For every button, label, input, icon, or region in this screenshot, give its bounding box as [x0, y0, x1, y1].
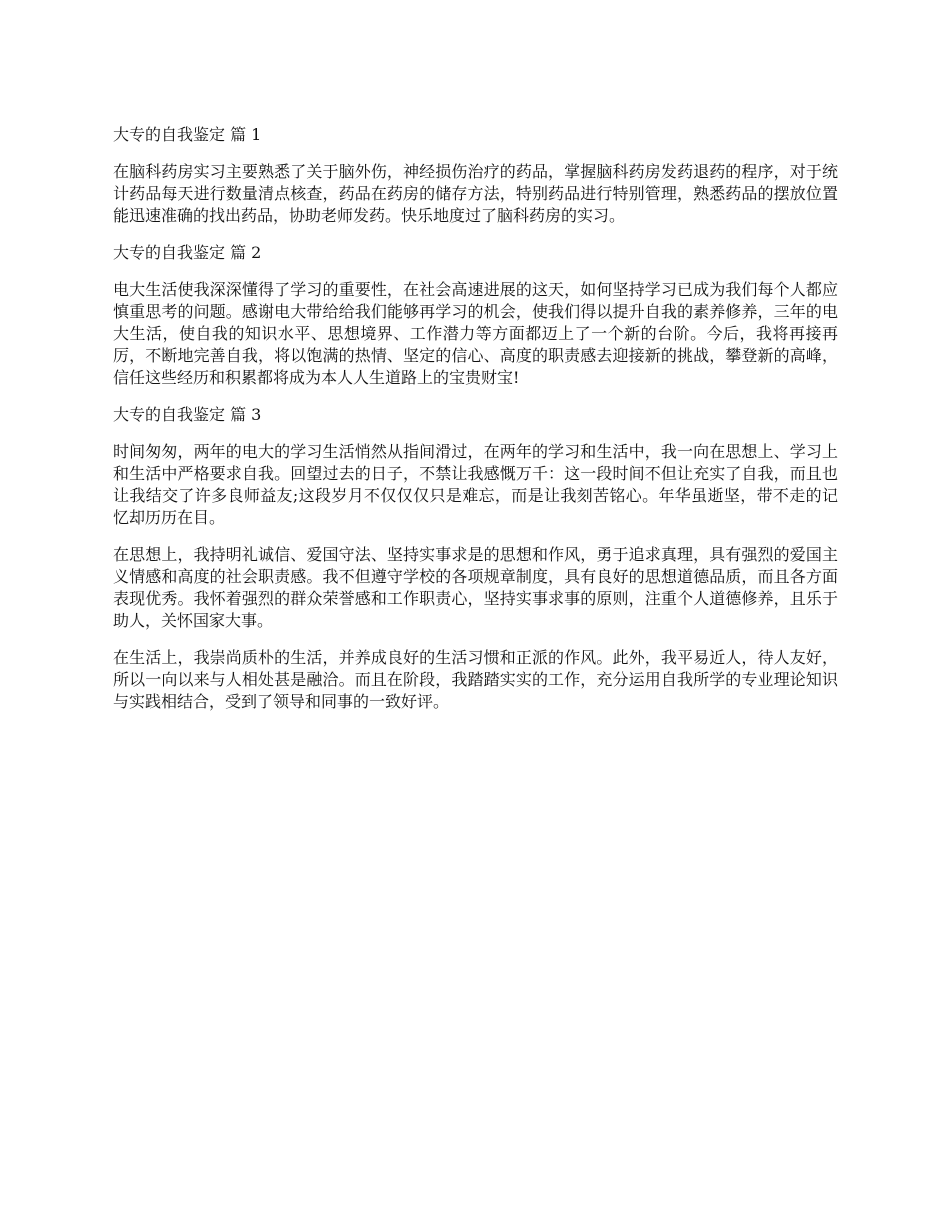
section-heading: 大专的自我鉴定 篇 1 [113, 125, 262, 144]
section-heading: 大专的自我鉴定 篇 2 [113, 243, 262, 262]
paragraph: 电大生活使我深深懂得了学习的重要性，在社会高速进展的这天，如何坚持学习已成为我们每个人都应慎重思考的问题。感谢电大带给给我们能够再学习的机会，使我们得以提升自我的素养修养，三年的电大生活，使自我的知识水平、思想境界、工作潜力等方面都迈上了一个新的台阶。今后，我将再接再厉，不断地完善自我，将以饱满的热情、坚定的信心、高度的职责感去迎接新的挑战，攀登新的高峰，信任这些经历和积累都将成为本人人生道路上的宝贵财宝! [113, 280, 838, 387]
paragraph: 在思想上，我持明礼诚信、爱国守法、坚持实事求是的思想和作风，勇于追求真理，具有强烈的爱国主义情感和高度的社会职责感。我不但遵守学校的各项规章制度，具有良好的思想道德品质，而且各方面表现优秀。我怀着强烈的群众荣誉感和工作职责心，坚持实事求事的原则，注重个人道德修养，且乐于助人，关怀国家大事。 [113, 545, 838, 630]
section-heading: 大专的自我鉴定 篇 3 [113, 405, 262, 424]
section-2 [113, 242, 838, 389]
section-3 [113, 404, 838, 713]
paragraph: 在生活上，我崇尚质朴的生活，并养成良好的生活习惯和正派的作风。此外，我平易近人，待人友好，所以一向以来与人相处甚是融洽。而且在阶段，我踏踏实实的工作，充分运用自我所学的专业理论知识与实践相结合，受到了领导和同事的一致好评。 [113, 648, 838, 711]
section-1 [113, 124, 838, 227]
paragraph: 时间匆匆，两年的电大的学习生活悄然从指间滑过，在两年的学习和生活中，我一向在思想上、学习上和生活中严格要求自我。回望过去的日子，不禁让我感慨万千：这一段时间不但让充实了自我，而且也让我结交了许多良师益友;这段岁月不仅仅仅只是难忘，而是让我刻苦铭心。年华虽逝坚，带不走的记忆却历历在目。 [113, 442, 838, 527]
paragraph: 在脑科药房实习主要熟悉了关于脑外伤，神经损伤治疗的药品，掌握脑科药房发药退药的程序，对于统计药品每天进行数量清点核查，药品在药房的储存方法，特别药品进行特别管理，熟悉药品的摆放位置能迅速准确的找出药品，协助老师发药。快乐地度过了脑科药房的实习。 [113, 162, 838, 225]
